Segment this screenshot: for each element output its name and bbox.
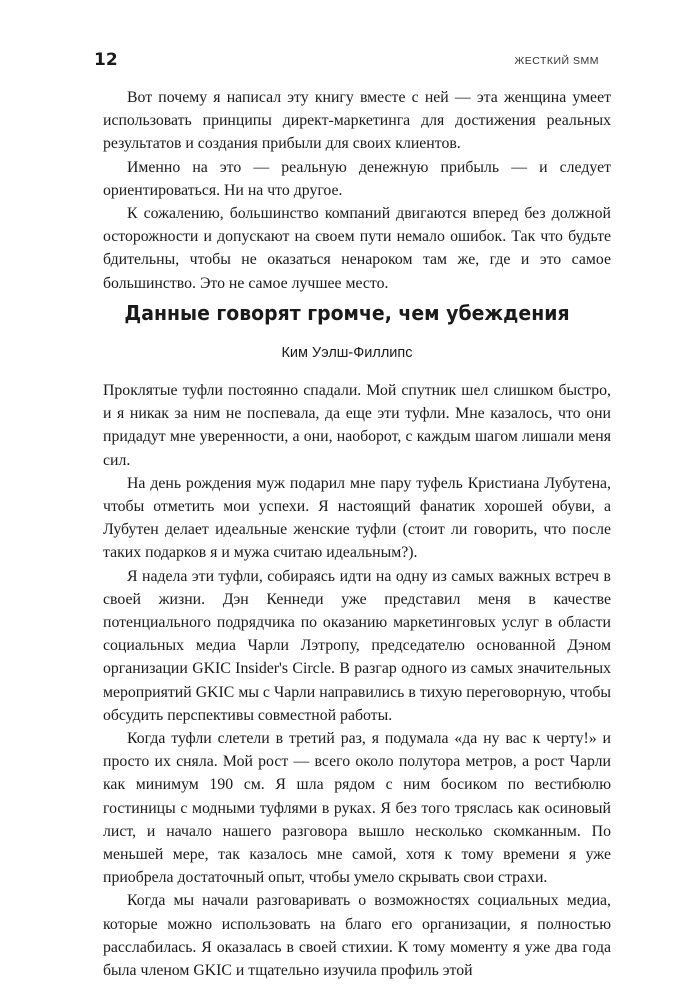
- paragraph: Я надела эти туфли, собираясь идти на одну из самых важных встреч в своей жизни. Дэн Кеннеди уже представил меня в качестве потенциального подрядчика по оказанию маркетинговых услуг в области социальных медиа Чарли Лэтропу, председателю основанной Дэном организации GKIC Insider's Circle. В разгар одного из самых значительных мероприятий GKIC мы с Чарли направились в тихую переговорную, чтобы обсудить перспективы совместной работы.: [103, 567, 611, 724]
- paragraph: Проклятые туфли постоянно спадали. Мой спутник шел слишком быстро, и я никак за ним не поспевала, да еще эти туфли. Мне казалось, что они придадут мне уверенности, а они, наоборот, с каждым шагом лишали меня сил.: [103, 382, 611, 469]
- intro-text: [103, 86, 611, 295]
- chapter-author: Ким Уэлш-Филлипс: [281, 345, 413, 361]
- chapter-title: Данные говорят громче, чем убеждения: [124, 301, 570, 325]
- paragraph: Когда туфли слетели в третий раз, я подумала «да ну вас к черту!» и просто их сняла. Мой рост — всего около полутора метров, а рост Чарли как минимум 190 см. Я шла рядом с ним босиком по вестибюлю гостиницы с модными туфлями в руках. Я без того тряслась как осиновый лист, и начало нашего разговора вышло несколько скомканным. По меньшей мере, так казалось мне самой, хотя к тому времени я уже приобрела достаточный опыт, чтобы умело скрывать свои страхи.: [103, 730, 611, 887]
- chapter-body: [103, 379, 611, 982]
- paragraph: Вот почему я написал эту книгу вместе с ней — эта женщина умеет использовать принципы директ-маркетинга для достижения реальных результатов и создания прибыли для своих клиентов.: [103, 89, 611, 153]
- paragraph: К сожалению, большинство компаний двигаются вперед без должной осторожности и допускают на своем пути немало ошибок. Так что будьте бдительны, чтобы не оказаться ненароком там же, где и это самое большинство. Это не самое лучшее место.: [103, 205, 611, 292]
- page-number: 12: [94, 50, 118, 70]
- paragraph: Когда мы начали разговаривать о возможностях социальных медиа, которые можно использовать на благо его организации, я полностью расслабилась. Я оказалась в своей стихии. К тому моменту я уже два года была членом GKIC и тщательно изучила профиль этой: [103, 892, 611, 980]
- running-header: ЖЕСТКИЙ SMM: [514, 55, 599, 67]
- paragraph: На день рождения муж подарил мне пару туфель Кристиана Лубутена, чтобы отметить мои успехи. Я настоящий фанатик хорошей обуви, а Лубутен делает идеальные женские туфли (стоит ли говорить, что после таких подарков я и мужа считаю идеальным?).: [103, 474, 611, 562]
- paragraph: Именно на это — реальную денежную прибыль — и следует ориентироваться. Ни на что другое.: [103, 158, 611, 199]
